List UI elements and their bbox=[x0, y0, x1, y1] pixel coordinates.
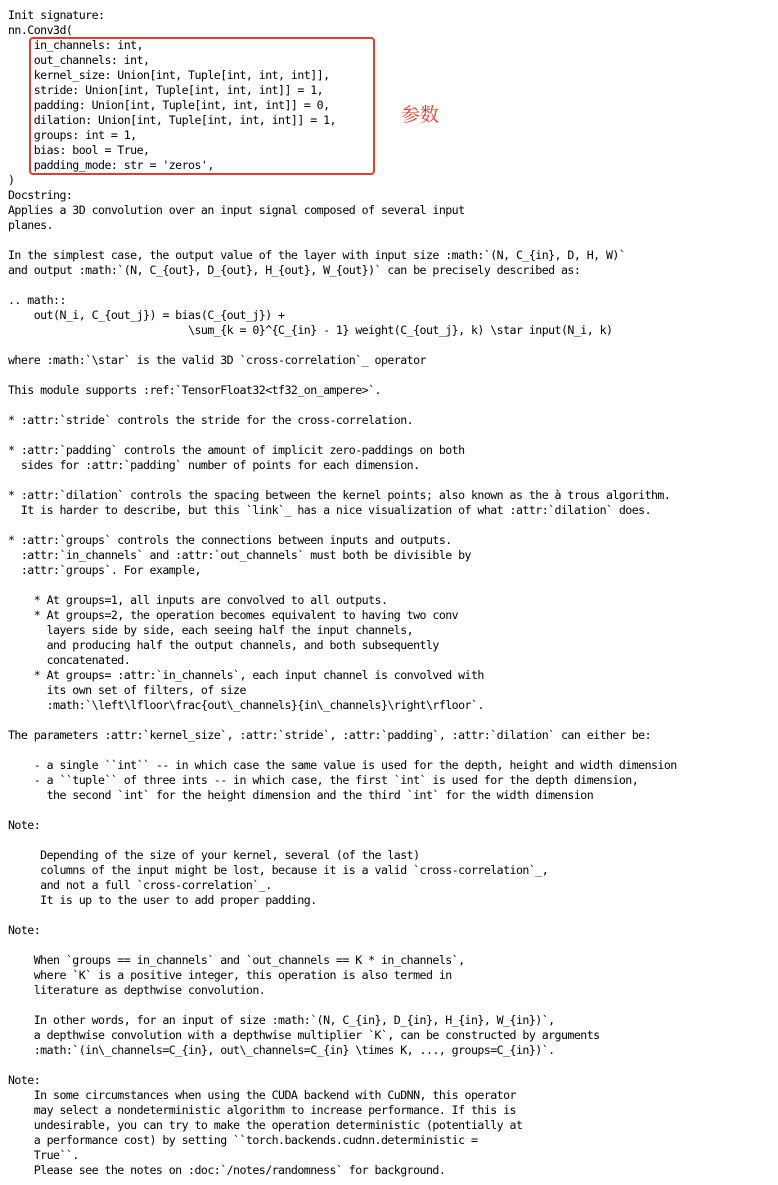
docstring-line: The parameters :attr:`kernel_size`, :attr:`stride`, :attr:`padding`, :attr:`dilation` can either be: bbox=[8, 728, 652, 742]
docstring-line: literature as depthwise convolution. bbox=[8, 983, 266, 997]
docstring-line bbox=[8, 233, 772, 248]
docstring-line bbox=[8, 473, 772, 488]
docstring-line: and not a full `cross-correlation`_. bbox=[8, 878, 272, 892]
docstring-line: may select a nondeterministic algorithm to increase performance. If this is bbox=[8, 1103, 516, 1117]
docstring-line: sides for :attr:`padding` number of points for each dimension. bbox=[8, 458, 420, 472]
parameters-annotation-label: 参数 bbox=[401, 104, 440, 126]
docstring-line: columns of the input might be lost, because it is a valid `cross-correlation`_, bbox=[8, 863, 549, 877]
docstring-line: True``. bbox=[8, 1148, 79, 1162]
docstring-line: planes. bbox=[8, 218, 54, 232]
docstring-line bbox=[8, 833, 772, 848]
docstring-line: Init signature: bbox=[8, 8, 105, 22]
docstring-line: Note: bbox=[8, 1073, 41, 1087]
docstring-line: * At groups=2, the operation becomes equivalent to having two conv bbox=[8, 608, 459, 622]
docstring-line: a depthwise convolution with a depthwise multiplier `K`, can be constructed by arguments bbox=[8, 1028, 600, 1042]
docstring-line: dilation: Union[int, Tuple[int, int, int]] = 1, bbox=[8, 113, 336, 127]
docstring-line: - a single ``int`` -- in which case the same value is used for the depth, height and width dimension bbox=[8, 758, 677, 772]
docstring-line bbox=[8, 713, 772, 728]
docstring-line bbox=[8, 803, 772, 818]
docstring-line: .. math:: bbox=[8, 293, 66, 307]
docstring-line: stride: Union[int, Tuple[int, int, int]] = 1, bbox=[8, 83, 324, 97]
docstring-line bbox=[8, 998, 772, 1013]
docstring-line: Depending of the size of your kernel, several (of the last) bbox=[8, 848, 420, 862]
docstring-line bbox=[8, 938, 772, 953]
docstring-line: where `K` is a positive integer, this operation is also termed in bbox=[8, 968, 452, 982]
docstring-line bbox=[8, 368, 772, 383]
docstring-line: It is up to the user to add proper padding. bbox=[8, 893, 317, 907]
docstring-line: its own set of filters, of size bbox=[8, 683, 246, 697]
docstring-line bbox=[8, 278, 772, 293]
docstring-line: When `groups == in_channels` and `out_channels == K * in_channels`, bbox=[8, 953, 465, 967]
parameters-highlight-box bbox=[29, 37, 375, 175]
docstring-line: groups: int = 1, bbox=[8, 128, 137, 142]
docstring-line: where :math:`\star` is the valid 3D `cross-correlation`_ operator bbox=[8, 353, 426, 367]
docstring-line: :attr:`groups`. For example, bbox=[8, 563, 201, 577]
docstring-line: :math:`(in\_channels=C_{in}, out\_channels=C_{in} \times K, ..., groups=C_{in})`. bbox=[8, 1043, 555, 1057]
docstring-line: layers side by side, each seeing half the input channels, bbox=[8, 623, 414, 637]
docstring-line: Please see the notes on :doc:`/notes/randomness` for background. bbox=[8, 1163, 446, 1177]
docstring-line bbox=[8, 908, 772, 923]
docstring-line: * At groups= :attr:`in_channels`, each input channel is convolved with bbox=[8, 668, 484, 682]
docstring-line: out(N_i, C_{out_j}) = bias(C_{out_j}) + bbox=[8, 308, 285, 322]
docstring-line: kernel_size: Union[int, Tuple[int, int, int]], bbox=[8, 68, 330, 82]
docstring-line: * :attr:`groups` controls the connections between inputs and outputs. bbox=[8, 533, 452, 547]
docstring-line: This module supports :ref:`TensorFloat32<tf32_on_ampere>`. bbox=[8, 383, 381, 397]
docstring-line: the second `int` for the height dimension and the third `int` for the width dimension bbox=[8, 788, 594, 802]
docstring-line bbox=[8, 518, 772, 533]
docstring-line: and output :math:`(N, C_{out}, D_{out}, H_{out}, W_{out})` can be precisely described as: bbox=[8, 263, 581, 277]
docstring-line: * :attr:`stride` controls the stride for the cross-correlation. bbox=[8, 413, 414, 427]
docstring-text bbox=[8, 8, 772, 1178]
docstring-line: - a ``tuple`` of three ints -- in which case, the first `int` is used for the depth dimension, bbox=[8, 773, 639, 787]
docstring-line: and producing half the output channels, and both subsequently bbox=[8, 638, 439, 652]
docstring-line bbox=[8, 1058, 772, 1073]
docstring-line bbox=[8, 338, 772, 353]
docstring-line bbox=[8, 398, 772, 413]
docstring-line: Note: bbox=[8, 818, 41, 832]
docstring-line: In the simplest case, the output value of the layer with input size :math:`(N, C_{in}, D, H, W)` bbox=[8, 248, 626, 262]
docstring-line: * :attr:`padding` controls the amount of implicit zero-paddings on both bbox=[8, 443, 465, 457]
docstring-line: :attr:`in_channels` and :attr:`out_channels` must both be divisible by bbox=[8, 548, 471, 562]
docstring-line: Docstring: bbox=[8, 188, 73, 202]
docstring-line: in_channels: int, bbox=[8, 38, 144, 52]
docstring-line: ) bbox=[8, 173, 15, 187]
docstring-line: padding: Union[int, Tuple[int, int, int]] = 0, bbox=[8, 98, 330, 112]
docstring-line: padding_mode: str = 'zeros', bbox=[8, 158, 214, 172]
docstring-line: nn.Conv3d( bbox=[8, 23, 73, 37]
docstring-line: out_channels: int, bbox=[8, 53, 150, 67]
docstring-line: concatenated. bbox=[8, 653, 131, 667]
docstring-line: It is harder to describe, but this `link`_ has a nice visualization of what :attr:`dilation` does. bbox=[8, 503, 652, 517]
docstring-line: undesirable, you can try to make the operation deterministic (potentially at bbox=[8, 1118, 523, 1132]
docstring-line: \sum_{k = 0}^{C_{in} - 1} weight(C_{out_j}, k) \star input(N_i, k) bbox=[8, 323, 613, 337]
docstring-line: * At groups=1, all inputs are convolved to all outputs. bbox=[8, 593, 388, 607]
docstring-line: In some circumstances when using the CUDA backend with CuDNN, this operator bbox=[8, 1088, 516, 1102]
docstring-line: In other words, for an input of size :math:`(N, C_{in}, D_{in}, H_{in}, W_{in})`, bbox=[8, 1013, 555, 1027]
docstring-line: :math:`\left\lfloor\frac{out\_channels}{in\_channels}\right\rfloor`. bbox=[8, 698, 484, 712]
docstring-line bbox=[8, 428, 772, 443]
docstring-line: * :attr:`dilation` controls the spacing between the kernel points; also known as the à trous algorithm. bbox=[8, 488, 671, 502]
docstring-line bbox=[8, 578, 772, 593]
docstring-line bbox=[8, 743, 772, 758]
docstring-line: Applies a 3D convolution over an input signal composed of several input bbox=[8, 203, 465, 217]
docstring-line: bias: bool = True, bbox=[8, 143, 150, 157]
docstring-line: a performance cost) by setting ``torch.backends.cudnn.deterministic = bbox=[8, 1133, 478, 1147]
docstring-line: Note: bbox=[8, 923, 41, 937]
